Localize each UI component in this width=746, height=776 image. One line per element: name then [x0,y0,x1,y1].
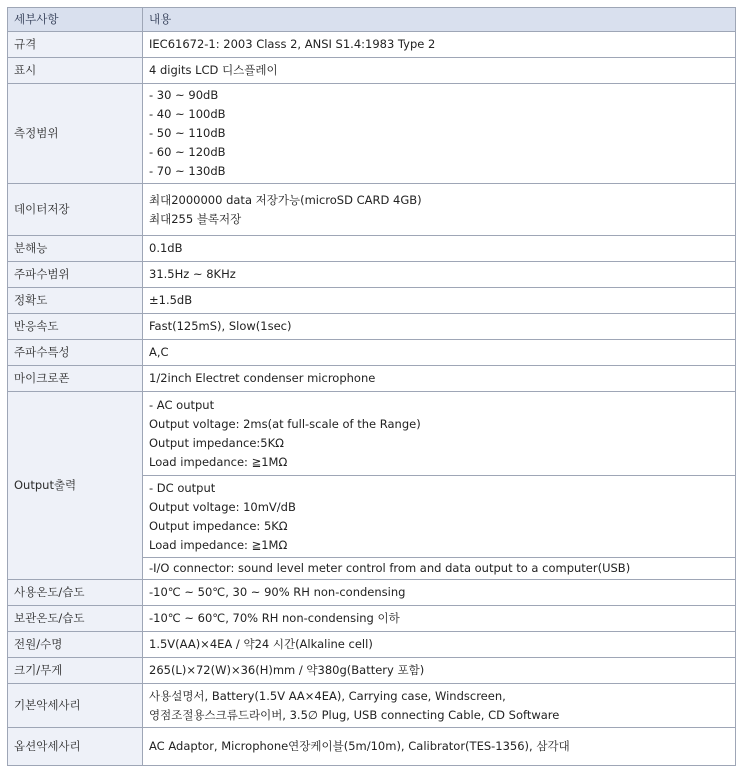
table-row [8,58,736,84]
row-value [143,366,736,392]
row-value-line: 최대2000000 data 저장가능(microSD CARD 4GB) [149,192,422,207]
table-row [8,366,736,392]
row-value [143,84,736,184]
row-label: 데이터저장 [8,184,143,236]
row-value-line: - 40 ~ 100dB [149,107,226,121]
row-value-line: Fast(125mS), Slow(1sec) [149,319,292,333]
row-value-line: 265(L)×72(W)×36(H)mm / 약380g(Battery 포함) [149,663,425,677]
ac-output-line: Load impedance: ≧1MΩ [149,454,288,469]
row-label: 보관온도/습도 [8,606,143,632]
row-value-io-connector: -I/O connector: sound level meter control from and data output to a computer(USB) [143,558,736,580]
row-label: 전원/수명 [8,632,143,658]
dc-output-line: Load impedance: ≧1MΩ [149,537,288,552]
row-value-line: ±1.5dB [149,293,193,307]
row-label: 표시 [8,58,143,84]
header-content: 내용 [143,8,736,32]
dc-output-line: Output impedance: 5KΩ [149,518,288,533]
row-label: 주파수특성 [8,340,143,366]
table-header-row [8,8,736,32]
table-row [8,236,736,262]
table-row [8,184,736,236]
table-row [8,314,736,340]
row-value-line: 0.1dB [149,241,183,255]
ac-output-line: Output impedance:5KΩ [149,435,284,450]
row-value-line: 사용설명서, Battery(1.5V AA×4EA), Carrying case, Windscreen, [149,688,506,703]
row-value-line: -10℃ ~ 50℃, 30 ~ 90% RH non-condensing [149,585,406,599]
row-label: 규격 [8,32,143,58]
row-value-line: - 60 ~ 120dB [149,145,226,159]
ac-output-line: Output voltage: 2ms(at full-scale of the Range) [149,416,421,431]
row-value [143,236,736,262]
row-value [143,58,736,84]
table-row [8,606,736,632]
row-value-line: 4 digits LCD 디스플레이 [149,63,278,77]
dc-output-line: - DC output [149,480,216,495]
table-row-output-ac [8,392,736,476]
row-value-ac-output [143,392,736,476]
row-value-line: 31.5Hz ~ 8KHz [149,267,236,281]
row-label: 기본악세사리 [8,684,143,728]
row-value [143,288,736,314]
row-value [143,684,736,728]
row-value-line: 최대255 블록저장 [149,211,242,226]
table-row [8,684,736,728]
row-label-output: Output출력 [8,392,143,580]
row-value-dc-output [143,476,736,558]
row-value [143,580,736,606]
row-label: 옵션악세사리 [8,728,143,766]
row-value [143,606,736,632]
row-value [143,728,736,766]
row-label: 측정범위 [8,84,143,184]
table-row [8,580,736,606]
spec-table [7,7,736,766]
row-value-line: - 50 ~ 110dB [149,126,226,140]
table-row [8,288,736,314]
dc-output-line: Output voltage: 10mV/dB [149,499,296,514]
row-value-line: 1/2inch Electret condenser microphone [149,371,376,385]
row-label: 사용온도/습도 [8,580,143,606]
row-label: 반응속도 [8,314,143,340]
row-value [143,658,736,684]
table-row [8,728,736,766]
table-row [8,32,736,58]
row-value-line: A,C [149,345,169,359]
row-value [143,314,736,340]
row-value [143,32,736,58]
row-value [143,184,736,236]
row-value-line: -10℃ ~ 60℃, 70% RH non-condensing 이하 [149,611,400,625]
row-value-line: IEC61672-1: 2003 Class 2, ANSI S1.4:1983 Type 2 [149,37,436,51]
table-row [8,632,736,658]
row-value [143,632,736,658]
row-value-line: - 70 ~ 130dB [149,164,226,178]
row-label: 주파수범위 [8,262,143,288]
row-value [143,262,736,288]
ac-output-line: - AC output [149,397,215,412]
table-row [8,340,736,366]
table-row [8,84,736,184]
row-value-line: 영점조절용스크류드라이버, 3.5∅ Plug, USB connecting Cable, CD Software [149,707,560,722]
table-row [8,262,736,288]
table-row [8,658,736,684]
row-value-line: - 30 ~ 90dB [149,88,219,102]
row-value-line: 1.5V(AA)×4EA / 약24 시간(Alkaline cell) [149,637,373,651]
row-label: 정확도 [8,288,143,314]
header-label: 세부사항 [8,8,143,32]
row-label: 분해능 [8,236,143,262]
row-label: 크기/무게 [8,658,143,684]
row-label: 마이크로폰 [8,366,143,392]
row-value-line: AC Adaptor, Microphone연장케이블(5m/10m), Calibrator(TES-1356), 삼각대 [149,739,570,753]
row-value [143,340,736,366]
